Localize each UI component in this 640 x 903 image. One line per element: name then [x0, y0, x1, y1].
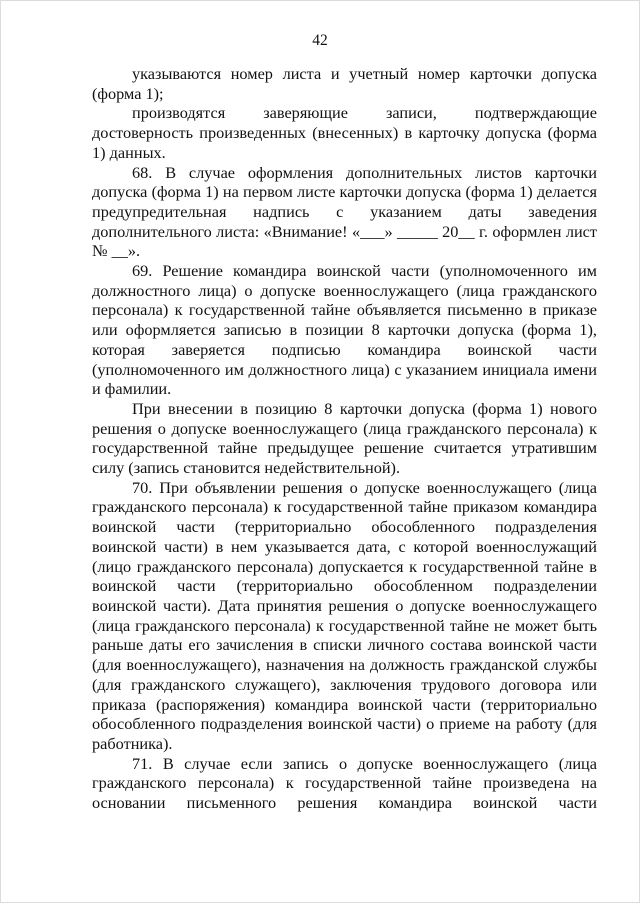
paragraph-clause-68: 68. В случае оформления дополнительных листов карточки допуска (форма 1) на первом листе карточки допуска (форма 1) делается предупредительная надпись с указанием даты заведения дополнительного листа: «Внимание! «___» _____ 20__ г. оформлен лист № __». [92, 162, 597, 261]
paragraph-clause-70: 70. При объявлении решения о допуске военнослужащего (лица гражданского персонала) к государственной тайне приказом командира воинской части (территориально обособленного подразделения воинской части) в нем указывается дата, с которой военнослужащий (лицо гражданского персонала) допускается к государственной тайне в воинской части (территориально обособленном подразделении воинской части). Дата принятия решения о допуске военнослужащего (лица гражданского персонала) к государственной тайне не может быть раньше даты его зачисления в списки личного состава воинской части (для военнослужащего), назначения на должность гражданской службы (для гражданского служащего), заключения трудового договора или приказа (распоряжения) командира воинской части (территориально обособленного подразделения воинской части) о приеме на работу (для работника). [92, 477, 597, 753]
paragraph-clause-71: 71. В случае если запись о допуске военнослужащего (лица гражданского персонала) к государственной тайне произведена на основании письменного решения командира воинской части [92, 753, 597, 813]
document-body [92, 64, 597, 813]
paragraph-list-item-certifying-records: производятся заверяющие записи, подтверждающие достоверность произведенных (внесенных) в карточку допуска (форма 1) данных. [92, 103, 597, 162]
page-number: 42 [312, 32, 328, 49]
paragraph-list-item-sheet-number: указываются номер листа и учетный номер карточки допуска (форма 1); [92, 64, 597, 103]
paragraph-clause-69-continuation: При внесении в позицию 8 карточки допуска (форма 1) нового решения о допуске военнослужащего (лица гражданского персонала) к государственной тайне предыдущее решение считается утратившим силу (запись становится недействительной). [92, 398, 597, 478]
paragraph-clause-69: 69. Решение командира воинской части (уполномоченного им должностного лица) о допуске военнослужащего (лица гражданского персонала) к государственной тайне объявляется письменно в приказе или оформляется записью в позиции 8 карточки допуска (форма 1), которая заверяется подписью командира воинской части (уполномоченного им должностного лица) с указанием инициала имени и фамилии. [92, 261, 597, 399]
